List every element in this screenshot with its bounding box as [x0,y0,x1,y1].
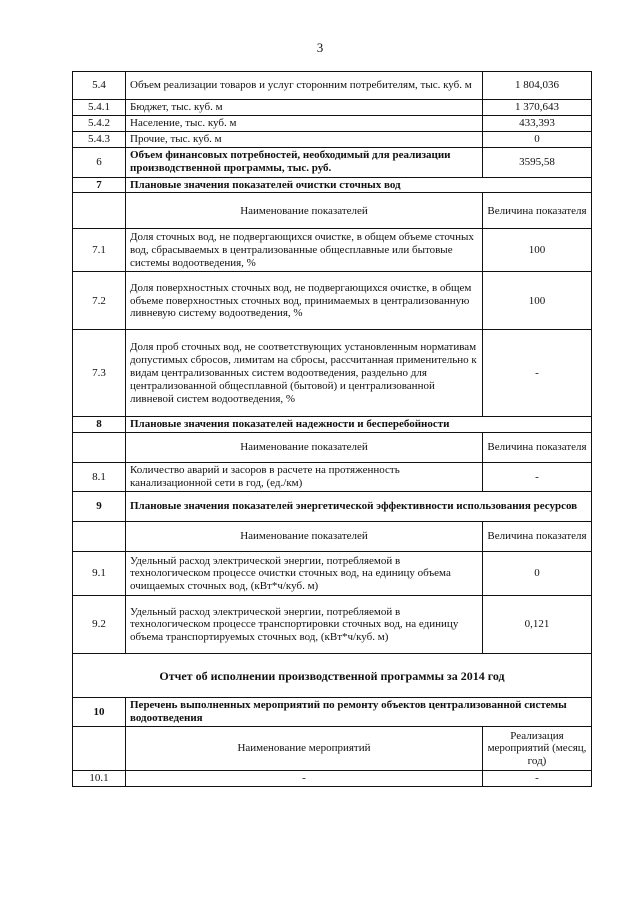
table-row [73,100,592,116]
indicator-name: Доля поверхностных сточных вод, не подвергающихся очистке, в общем объеме поверхностных сточных вод, принимаемых в централизованную ливневую систему водоотведения, % [126,272,483,330]
table-row [73,115,592,131]
indicator-value: - [483,330,592,417]
section-row [73,177,592,193]
section-title: Плановые значения показателей надежности и бесперебойности [126,417,592,433]
table-row [73,330,592,417]
table-row [73,229,592,272]
column-header-value: Величина показателя [483,522,592,552]
indicator-name: Доля проб сточных вод, не соответствующих установленным нормативам допустимых сбросов, лимитам на сбросы, рассчитанная применительно к видам централизованных систем водоотведения, раздельно для централизованной общесплавной (бытовой) и централизованной ливневой систем водоотведения, % [126,330,483,417]
indicator-name: Объем финансовых потребностей, необходимый для реализации производственной программы, тыс. руб. [126,147,483,177]
table-row [73,272,592,330]
header-row [73,433,592,463]
indicator-value: 0 [483,131,592,147]
section-number: 9 [73,492,126,522]
section-number: 7 [73,177,126,193]
indicator-name: - [126,771,483,787]
report-row [73,654,592,698]
row-number: 9.2 [73,596,126,654]
indicator-name: Доля сточных вод, не подвергающихся очистке, в общем объеме сточных вод, сбрасываемых в централизованные общесплавные или бытовые системы водоотведения, % [126,229,483,272]
column-header-name: Наименование показателей [126,433,483,463]
row-number: 9.1 [73,552,126,596]
indicator-name: Количество аварий и засоров в расчете на протяженность канализационной сети в год, (ед./км) [126,463,483,492]
indicator-value: 100 [483,272,592,330]
header-row [73,193,592,229]
section-row [73,698,592,727]
indicator-value: - [483,771,592,787]
section-title: Плановые значения показателей энергетической эффективности использования ресурсов [126,492,592,522]
table-row [73,147,592,177]
row-number: 10.1 [73,771,126,787]
column-header-name: Наименование мероприятий [126,727,483,771]
row-number: 5.4.1 [73,100,126,116]
indicator-value: 100 [483,229,592,272]
row-number: 5.4.2 [73,115,126,131]
row-number: 5.4.3 [73,131,126,147]
indicator-value: - [483,463,592,492]
row-number: 7.1 [73,229,126,272]
page-number: 3 [316,40,324,55]
column-header-value: Реализация мероприятий (месяц, год) [483,727,592,771]
column-header-name: Наименование показателей [126,193,483,229]
indicator-value: 1 804,036 [483,72,592,100]
row-number: 5.4 [73,72,126,100]
row-number: 6 [73,147,126,177]
indicator-value: 1 370,643 [483,100,592,116]
report-title: Отчет об исполнении производственной программы за 2014 год [73,654,592,698]
indicator-value: 3595,58 [483,147,592,177]
table-row [73,596,592,654]
table-row [73,552,592,596]
empty-cell [73,433,126,463]
table-row [73,463,592,492]
indicator-name: Население, тыс. куб. м [126,115,483,131]
section-title: Плановые значения показателей очистки сточных вод [126,177,592,193]
indicator-name: Удельный расход электрической энергии, потребляемой в технологическом процессе транспортировки сточных вод, на единицу объема транспортируемых сточных вод, (кВт*ч/куб. м) [126,596,483,654]
indicator-value: 433,393 [483,115,592,131]
row-number: 8.1 [73,463,126,492]
column-header-value: Величина показателя [483,433,592,463]
indicator-name: Объем реализации товаров и услуг сторонним потребителям, тыс. куб. м [126,72,483,100]
column-header-name: Наименование показателей [126,522,483,552]
section-row [73,417,592,433]
column-header-value: Величина показателя [483,193,592,229]
table-row [73,771,592,787]
section-number: 8 [73,417,126,433]
table-row [73,131,592,147]
section-row [73,492,592,522]
table-row [73,72,592,100]
indicator-name: Бюджет, тыс. куб. м [126,100,483,116]
indicator-name: Прочие, тыс. куб. м [126,131,483,147]
section-number: 10 [73,698,126,727]
empty-cell [73,193,126,229]
empty-cell [73,727,126,771]
indicator-value: 0 [483,552,592,596]
section-title: Перечень выполненных мероприятий по ремонту объектов централизованной системы водоотведения [126,698,592,727]
row-number: 7.3 [73,330,126,417]
indicator-name: Удельный расход электрической энергии, потребляемой в технологическом процессе очистки сточных вод, на единицу объема очищаемых сточных вод, (кВт*ч/куб. м) [126,552,483,596]
header-row [73,727,592,771]
empty-cell [73,522,126,552]
header-row [73,522,592,552]
indicator-value: 0,121 [483,596,592,654]
row-number: 7.2 [73,272,126,330]
program-table [72,71,592,787]
